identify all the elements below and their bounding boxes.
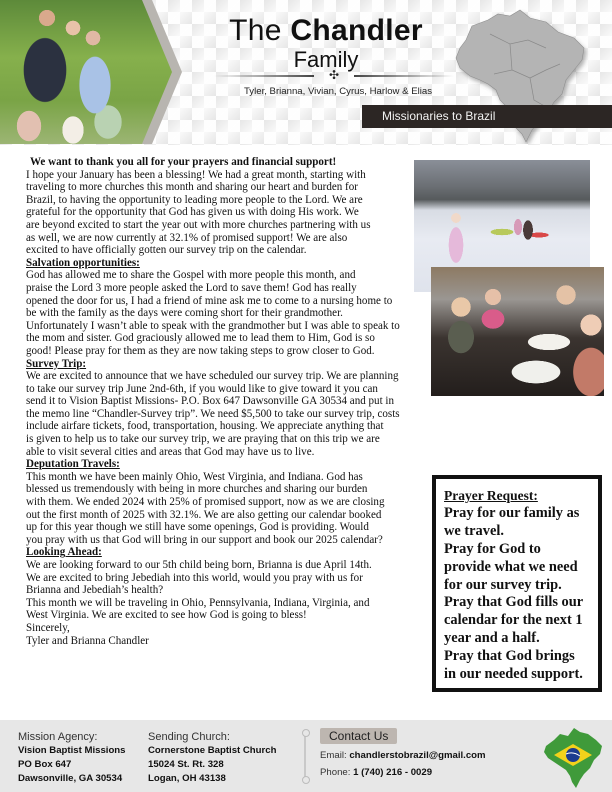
section-line: up for this year though we still have some openings, God is providing. Would <box>26 521 369 534</box>
section-line: West Virginia. We are excited to see how God is going to bless! <box>26 609 307 622</box>
signoff: Sincerely, <box>26 621 70 634</box>
agency-address-line2: Dawsonville, GA 30534 <box>18 773 123 784</box>
section-line: blessed us tremendously with being in more churches and sharing our burden <box>26 483 368 496</box>
intro-line: grateful for the opportunity that God has given us with doing His work. We <box>26 206 359 219</box>
title-surname: Chandler <box>290 14 423 47</box>
section-line: out the first month of 2025 with 32.1%. We are also getting our calendar booked <box>26 508 382 521</box>
prayer-heading: Prayer Request: <box>444 488 538 503</box>
intro-paragraph <box>26 169 436 257</box>
prayer-line: calendar for the next 1 <box>444 612 583 629</box>
newsletter-header <box>0 0 612 145</box>
section-line: We are looking forward to our 5th child being born, Brianna is due April 14th. <box>26 559 372 571</box>
section-line: be with the family as the days were coming short for their grandmother. <box>26 307 343 320</box>
email-link[interactable]: chandlerstobrazil@gmail.com <box>349 750 486 761</box>
prayer-line: Pray for our family as <box>444 504 580 521</box>
intro-line: I hope your January has been a blessing! We had a great month, starting with <box>26 168 366 181</box>
family-photo <box>0 0 182 144</box>
prayer-line: provide what we need <box>444 558 578 575</box>
letter-lead: We want to thank you all for your prayers and financial support! <box>30 156 337 168</box>
newsletter-letter <box>26 156 436 647</box>
divider-line-right <box>354 75 454 77</box>
phone-label: Phone: <box>320 767 351 778</box>
section-salvation <box>26 257 436 358</box>
prayer-line: Pray that God fills our <box>444 594 584 611</box>
footer-divider <box>304 733 306 780</box>
title-the: The <box>229 14 282 47</box>
church-name: Cornerstone Baptist Church <box>148 745 277 756</box>
section-line: is given to help us to take our survey trip, we are praying that on this trip we are <box>26 433 380 446</box>
prayer-line: in our needed support. <box>444 666 583 683</box>
section-line: opened the door for us, I had a friend of mine ask me to come to a nursing home to <box>26 294 393 307</box>
section-line: We are excited to announce that we have scheduled our survey trip. We are planning <box>26 370 399 383</box>
intro-line: traveling to more churches this month and sharing our heart and burden for <box>26 181 358 194</box>
newsletter-footer <box>0 720 612 792</box>
divider-line-left <box>214 75 314 77</box>
family-names: Tyler, Brianna, Vivian, Cyrus, Harlow & Elias <box>243 86 433 97</box>
mission-agency-info <box>18 730 126 786</box>
section-line: able to visit several cities and areas that God may have us to live. <box>26 445 315 458</box>
fleur-ornament-icon: ✣ <box>328 68 340 82</box>
section-line: to take our survey trip June 2nd-6th, if you would like to give toward it you can <box>26 382 378 395</box>
section-line: Unfortunately I wasn’t able to speak with the grandmother but I was able to speak to <box>26 319 400 332</box>
agency-name: Vision Baptist Missions <box>18 745 126 756</box>
section-deputation-travels <box>26 458 436 546</box>
section-line: the memo line “Chandler-Survey trip”. We need $5,500 to take our survey trip, costs <box>26 407 400 420</box>
title-divider <box>214 68 454 82</box>
church-address-line1: 15024 St. Rt. 328 <box>148 759 224 770</box>
agency-label: Mission Agency: <box>18 731 98 743</box>
section-heading: Deputation Travels: <box>26 458 120 471</box>
prayer-line: Pray that God brings <box>444 648 575 665</box>
section-line: God has allowed me to share the Gospel with more people this month, and <box>26 269 356 282</box>
prayer-line: for our survey trip. <box>444 576 562 593</box>
section-line: This month we have been mainly Ohio, West Virginia, and Indiana. God has <box>26 470 363 483</box>
page-title <box>210 14 442 48</box>
intro-line: Brazil, to having the opportunity to leading more people to the Lord. We are <box>26 193 363 206</box>
section-line: Brianna and Jebediah’s health? <box>26 584 164 597</box>
section-line: you pray with us that God will bring in our support and book our 2025 calendar? <box>26 533 383 546</box>
prayer-line: we travel. <box>444 522 504 539</box>
missionaries-banner-text: Missionaries to Brazil <box>382 109 496 123</box>
church-address-line2: Logan, OH 43138 <box>148 773 226 784</box>
section-heading: Salvation opportunities: <box>26 256 140 269</box>
section-survey-trip <box>26 358 436 459</box>
prayer-request-box <box>432 475 602 692</box>
contact-email <box>320 750 486 761</box>
agency-address-line1: PO Box 647 <box>18 759 72 770</box>
section-line: good! Please pray for them as they are now taking steps to grow closer to God. <box>26 344 375 357</box>
section-looking-ahead <box>26 546 436 647</box>
signature-names: Tyler and Brianna Chandler <box>26 634 149 647</box>
brazil-flag-map-icon <box>540 724 606 790</box>
sending-church-info <box>148 730 276 786</box>
contact-us-label: Contact Us <box>320 728 397 744</box>
title-block <box>210 14 442 72</box>
prayer-line: year and a half. <box>444 630 540 647</box>
church-label: Sending Church: <box>148 731 230 743</box>
intro-line: are beyond excited to start the year out with more churches partnering with us <box>26 218 371 231</box>
section-line: This month we will be traveling in Ohio, Pennsylvania, Indiana, Virginia, and <box>26 596 370 609</box>
email-label: Email: <box>320 750 347 761</box>
family-photo-image <box>0 0 172 144</box>
phone-number[interactable]: 1 (740) 216 - 0029 <box>353 767 433 778</box>
section-line: We are excited to bring Jebediah into this world, would you pray with us for <box>26 571 363 584</box>
missionaries-banner <box>362 105 612 128</box>
section-heading: Looking Ahead: <box>26 546 102 559</box>
intro-line: excited to have officially gotten our survey trip on the calendar. <box>26 244 307 257</box>
section-line: include airfare tickets, food, transportation, housing. We appreciate anything that <box>26 420 384 433</box>
section-line: the mom and sister. God graciously allowed me to lead them to Him, God is so <box>26 332 375 345</box>
intro-line: as well, we are now currently at 32.1% of promised support! We are also <box>26 231 348 244</box>
section-heading: Survey Trip: <box>26 357 87 370</box>
section-line: send it to Vision Baptist Missions- P.O. Box 647 Dawsonville GA 30534 and put in <box>26 395 394 408</box>
section-line: praise the Lord 3 more people asked the Lord to save them! God has really <box>26 281 357 294</box>
title-family: Family <box>293 47 359 72</box>
contact-phone <box>320 767 432 778</box>
section-line: with them. We ended 2024 with 25% of promised support, now as we are closing <box>26 496 385 509</box>
family-dinner-photo <box>431 267 604 396</box>
prayer-line: Pray for God to <box>444 540 541 557</box>
